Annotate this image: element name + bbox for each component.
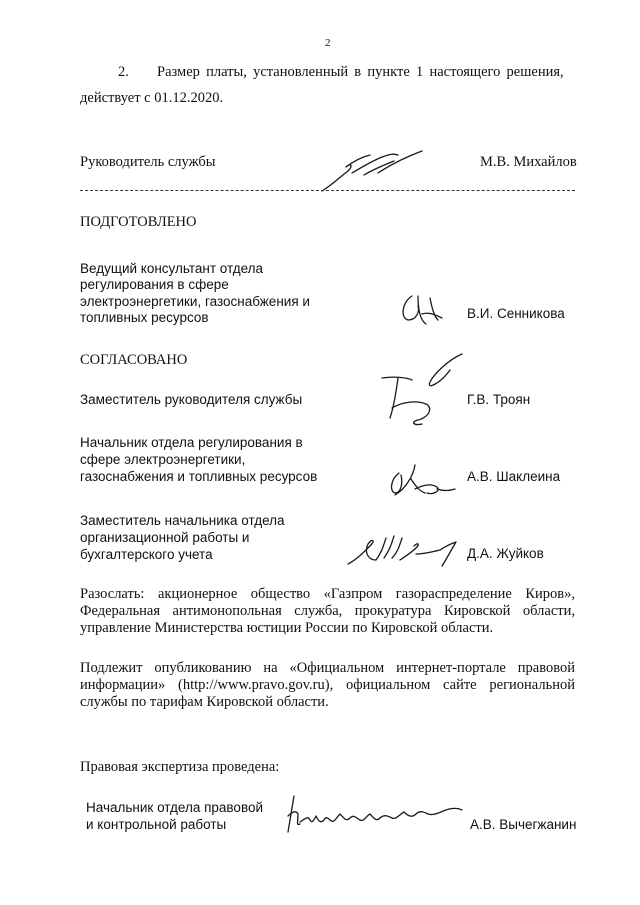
item-text-line2: действует с 01.12.2020. — [80, 90, 224, 106]
agreed-signature — [346, 530, 462, 572]
legal-note: Правовая экспертиза проведена: — [80, 759, 280, 775]
agreed-position-line: организационной работы и — [80, 530, 250, 545]
head-name: М.В. Михайлов — [480, 154, 577, 170]
agreed-position-line: сфере электроэнергетики, — [80, 452, 246, 467]
agreed-name: Г.В. Троян — [467, 392, 531, 407]
page-number: 2 — [325, 37, 331, 49]
legal-signature — [284, 792, 466, 838]
prepared-position-line: Ведущий консультант отдела — [80, 261, 264, 276]
head-position: Руководитель службы — [80, 154, 216, 170]
agreed-name: А.В. Шаклеина — [467, 469, 561, 484]
distribution-paragraph: Разослать: акционерное общество «Газпром газораспределение Киров», Федеральная антимонопольная служба, прокуратура Кировской области, управление Министерства юстиции России по Кировской области. — [80, 586, 575, 636]
publication-paragraph: Подлежит опубликованию на «Официальном интернет-портале правовой информации» (http://www.pravo.gov.ru), официальном сайте региональной службы по тарифам Кировской области. — [80, 660, 575, 710]
legal-position-line: и контрольной работы — [86, 817, 227, 832]
agreed-signature — [378, 352, 468, 430]
item-text-line1: Размер платы, установленный в пункте 1 настоящего решения, — [157, 64, 564, 80]
separator-line — [80, 190, 575, 191]
agreed-position-line: Заместитель руководителя службы — [80, 392, 303, 407]
prepared-name: В.И. Сенникова — [467, 306, 565, 321]
agreed-heading: СОГЛАСОВАНО — [80, 352, 188, 368]
head-signature — [318, 143, 428, 197]
agreed-position-line: газоснабжения и топливных ресурсов — [80, 469, 318, 484]
agreed-position-line: Начальник отдела регулирования в — [80, 435, 303, 450]
agreed-signature — [385, 455, 457, 501]
agreed-position-line: бухгалтерского учета — [80, 547, 213, 562]
agreed-name: Д.А. Жуйков — [467, 546, 544, 561]
prepared-position-line: регулирования в сфере — [80, 277, 229, 292]
prepared-position-line: топливных ресурсов — [80, 310, 209, 325]
item-number: 2. — [118, 64, 129, 80]
prepared-position-line: электроэнергетики, газоснабжения и — [80, 294, 310, 309]
legal-position-line: Начальник отдела правовой — [86, 800, 264, 815]
prepared-signature — [396, 290, 446, 330]
prepared-heading: ПОДГОТОВЛЕНО — [80, 214, 197, 230]
agreed-position-line: Заместитель начальника отдела — [80, 513, 285, 528]
legal-name: А.В. Вычегжанин — [470, 817, 577, 832]
